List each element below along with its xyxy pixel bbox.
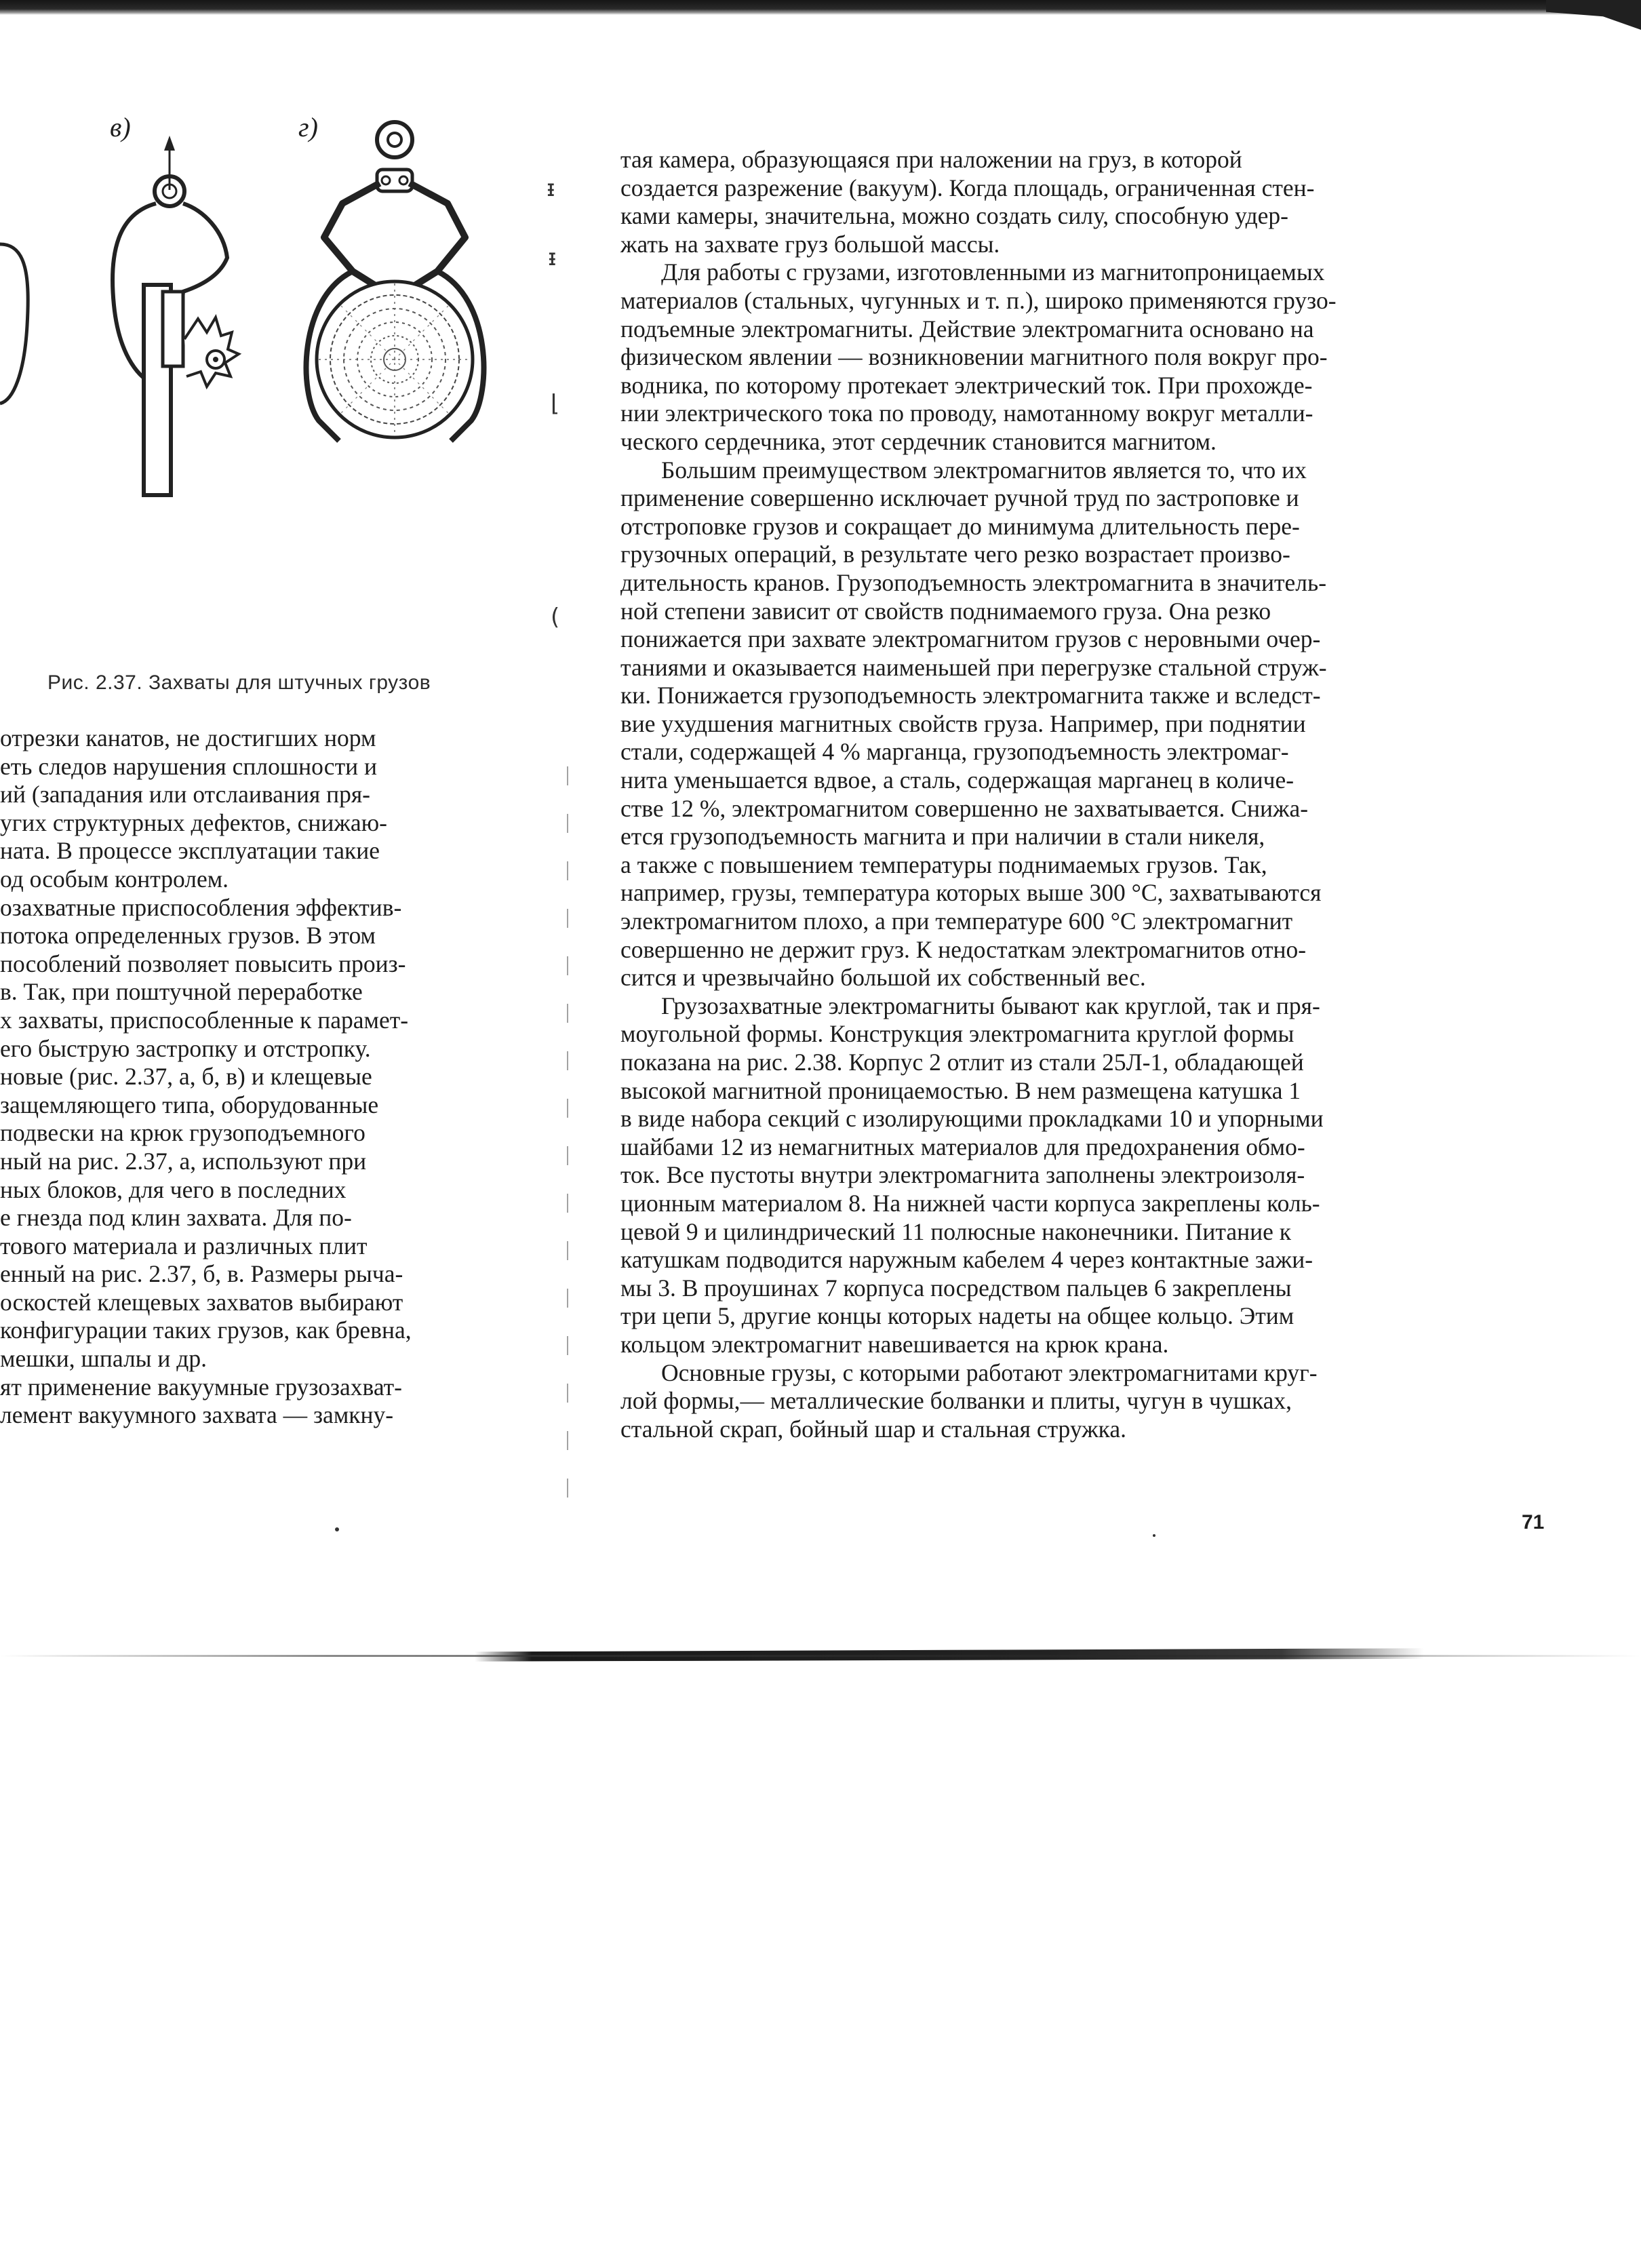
text-line: три цепи 5, другие концы которых надеты на общее кольцо. Этим	[620, 1302, 1294, 1330]
text-line: лой формы,— металлические болванки и плиты, чугун в чушках,	[620, 1387, 1292, 1415]
text-line: ят применение вакуумные грузозахват-	[0, 1373, 402, 1401]
text-line: грузочных операций, в результате чего резко возрастает произво-	[620, 541, 1290, 568]
text-line: нии электрического тока по проводу, намотанному вокруг металли-	[620, 399, 1313, 427]
text-line: еть следов нарушения сплошности и	[0, 752, 377, 780]
text-line: ий (западания или отслаивания пря-	[0, 781, 370, 808]
text-line: таниями и оказывается наименьшей при перегрузке стальной струж-	[620, 653, 1327, 681]
text-line: отстроповке грузов и сокращает до минимума длительность пере-	[620, 512, 1300, 540]
right-text-column	[620, 146, 1543, 1443]
text-line: потока определенных грузов. В этом	[0, 922, 376, 950]
text-line: Для работы с грузами, изготовленными из магнитопроницаемых	[661, 258, 1325, 286]
scan-speck	[1153, 1534, 1155, 1537]
text-line: дительность кранов. Грузоподъемность электромагнита в значитель-	[620, 568, 1327, 596]
text-line: жать на захвате груз большой массы.	[620, 230, 1000, 258]
scan-speck	[335, 1527, 339, 1531]
text-line: совершенно не держит груз. К недостаткам электромагнитов отно-	[620, 935, 1307, 963]
text-line: Большим преимуществом электромагнитов является то, что их	[661, 456, 1307, 484]
figure-label-g: г)	[298, 112, 318, 142]
text-line: од особым контролем.	[0, 865, 229, 893]
text-line: катушкам подводится наружным кабелем 4 через контактные зажи-	[620, 1246, 1313, 1274]
left-text-column	[0, 724, 529, 1430]
scan-top-corner-shadow	[1546, 0, 1641, 30]
text-line: в виде набора секций с изолирующими прокладками 10 и упорными	[620, 1105, 1324, 1133]
text-line: подъемные электромагниты. Действие электромагнита основано на	[620, 315, 1314, 343]
text-line: стали, содержащей 4 % марганца, грузоподъемность электромаг-	[620, 738, 1289, 766]
text-line: стальной скрап, бойный шар и стальная стружка.	[620, 1415, 1126, 1443]
gutter-binding-line	[567, 766, 568, 1526]
figure-label-v: в)	[110, 112, 131, 142]
text-line: стве 12 %, электромагнитом совершенно не захватывается. Снижа-	[620, 794, 1309, 822]
text-line: защемляющего типа, оборудованные	[0, 1091, 379, 1118]
text-line: в. Так, при поштучной переработке	[0, 978, 363, 1006]
margin-mark: (	[551, 604, 560, 631]
figure-caption: Рис. 2.37. Захваты для штучных грузов	[47, 671, 431, 694]
text-line: его быструю застропку и отстропку.	[0, 1034, 371, 1062]
margin-mark: ᵻ	[547, 175, 555, 202]
text-line: тового материала и различных плит	[0, 1232, 368, 1259]
text-line: тая камера, образующаяся при наложении на груз, в которой	[620, 146, 1242, 173]
text-line: вие ухудшения магнитных свойств груза. Например, при поднятии	[620, 709, 1306, 737]
text-line: пособлений позволяет повысить произ-	[0, 950, 406, 977]
text-line: енный на рис. 2.37, б, в. Размеры рыча-	[0, 1260, 403, 1288]
text-line: оскостей клещевых захватов выбирают	[0, 1288, 403, 1316]
text-line: материалов (стальных, чугунных и т. п.), широко применяются грузо-	[620, 286, 1337, 314]
text-line: высокой магнитной проницаемостью. В нем размещена катушка 1	[620, 1076, 1301, 1104]
text-line: ной степени зависит от свойств поднимаемого груза. Она резко	[620, 597, 1271, 625]
scan-top-edge	[0, 0, 1641, 15]
text-line: подвески на крюк грузоподъемного	[0, 1119, 365, 1147]
text-line: физическом явлении — возникновении магнитного поля вокруг про-	[620, 343, 1328, 371]
text-line: ческого сердечника, этот сердечник становится магнитом.	[620, 427, 1217, 455]
text-line: создается разрежение (вакуум). Когда площадь, ограниченная стен-	[620, 174, 1315, 201]
grab-devices-drawing	[0, 102, 556, 658]
text-line: х захваты, приспособленные к парамет-	[0, 1006, 409, 1034]
scan-bottom-line	[0, 1655, 1641, 1657]
text-line: Грузозахватные электромагниты бывают как круглой, так и пря-	[661, 992, 1320, 1019]
text-line: Основные грузы, с которыми работают электромагнитами круг-	[661, 1358, 1318, 1386]
text-line: ется грузоподъемность магнита и при наличии в стали никеля,	[620, 823, 1265, 850]
text-line: ный на рис. 2.37, а, используют при	[0, 1147, 367, 1175]
text-line: моугольной формы. Конструкция электромагнита круглой формы	[620, 1020, 1294, 1048]
text-line: ных блоков, для чего в последних	[0, 1175, 347, 1203]
text-line: электромагнитом плохо, а при температуре 600 °С электромагнит	[620, 907, 1293, 935]
text-line: показана на рис. 2.38. Корпус 2 отлит из стали 25Л-1, обладающей	[620, 1049, 1304, 1076]
text-line: ки. Понижается грузоподъемность электромагнита также и вследст-	[620, 682, 1321, 709]
text-line: понижается при захвате электромагнитом грузов с неровными очер-	[620, 625, 1321, 653]
text-line: ток. Все пустоты внутри электромагнита заполнены электроизоля-	[620, 1161, 1305, 1189]
text-line: ната. В процессе эксплуатации такие	[0, 837, 380, 865]
text-line: ционным материалом 8. На нижней части корпуса закреплены коль-	[620, 1189, 1320, 1217]
text-line: кольцом электромагнит навешивается на крюк крана.	[620, 1330, 1169, 1358]
text-line: шайбами 12 из немагнитных материалов для предохранения обмо-	[620, 1133, 1305, 1160]
text-line: сится и чрезвычайно большой их собственный вес.	[620, 964, 1146, 992]
figure-2-37	[0, 102, 556, 658]
grab-device-v	[113, 136, 239, 495]
text-line: например, грузы, температура которых выше 300 °С, захватываются	[620, 879, 1322, 907]
text-line: применение совершенно исключает ручной труд по застроповке и	[620, 484, 1299, 512]
text-line: отрезки канатов, не достигших норм	[0, 724, 376, 751]
text-line: а также с повышением температуры поднимаемых грузов. Так,	[620, 850, 1267, 878]
text-line: мешки, шпалы и др.	[0, 1345, 207, 1373]
margin-mark: ᵻ	[548, 244, 557, 271]
text-line: озахватные приспособления эффектив-	[0, 893, 402, 921]
text-line: е гнезда под клин захвата. Для по-	[0, 1204, 352, 1232]
grab-device-g	[307, 122, 484, 441]
page-number: 71	[1522, 1511, 1545, 1533]
text-line: цевой 9 и цилиндрический 11 полюсные наконечники. Питание к	[620, 1217, 1291, 1245]
text-line: нита уменьшается вдвое, а сталь, содержащая марганец в количе-	[620, 766, 1294, 794]
text-line: мы 3. В проушинах 7 корпуса посредством пальцев 6 закреплены	[620, 1274, 1292, 1302]
text-line: лемент вакуумного захвата — замкну-	[0, 1401, 394, 1429]
text-line: водника, по которому протекает электрический ток. При прохожде-	[620, 371, 1313, 399]
text-line: ками камеры, значительна, можно создать силу, способную удер-	[620, 202, 1289, 230]
text-line: новые (рис. 2.37, а, б, в) и клещевые	[0, 1063, 372, 1091]
margin-mark: ⌊	[551, 390, 560, 417]
text-line: угих структурных дефектов, снижаю-	[0, 808, 387, 836]
scan-bottom-streak	[475, 1645, 1424, 1662]
text-line: конфигурации таких грузов, как бревна,	[0, 1316, 412, 1344]
